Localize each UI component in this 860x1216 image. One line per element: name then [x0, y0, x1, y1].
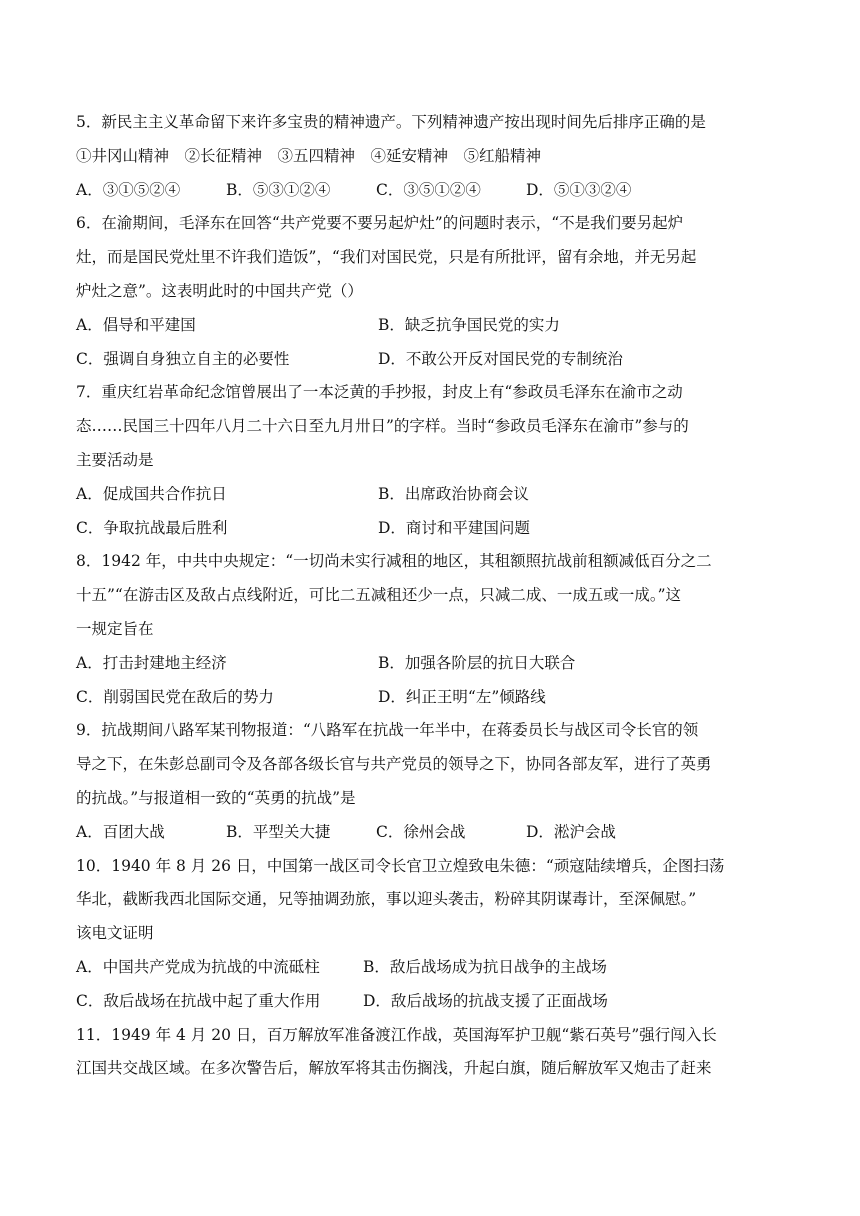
option-b: B．⑤③①②④ — [226, 180, 331, 199]
question-text: 灶，而是国民党灶里不许我们造饭”，“我们对国民党，只是有所批评，留有余地，并无另起 — [76, 248, 697, 267]
option-a: A．中国共产党成为抗战的中流砥柱 — [76, 957, 320, 976]
exam-page — [76, 106, 786, 1086]
option-b: B．敌后战场成为抗日战争的主战场 — [363, 957, 607, 976]
question-text: 8．1942 年，中共中央规定：“一切尚未实行减租的地区，其租额照抗战前租额减低百分之二 — [76, 552, 712, 571]
option-a: A．百团大战 — [76, 822, 165, 841]
option-a: A．倡导和平建国 — [76, 315, 196, 334]
question-text: 一规定旨在 — [76, 619, 154, 638]
options-row — [76, 951, 786, 985]
option-d: D．纠正王明“左”倾路线 — [378, 687, 546, 706]
option-d: D．淞沪会战 — [526, 822, 616, 841]
question-text: 6．在渝期间，毛泽东在回答“共产党要不要另起炉灶”的问题时表示，“不是我们要另起炉 — [76, 214, 684, 233]
options-row — [76, 647, 786, 681]
options-row — [76, 816, 786, 850]
options-row — [76, 512, 786, 546]
question-text: 11．1949 年 4 月 20 日，百万解放军准备渡江作战，英国海军护卫舰“紫石英号”强行闯入长 — [76, 1025, 717, 1044]
question-text: 9．抗战期间八路军某刊物报道：“八路军在抗战一年半中，在蒋委员长与战区司令长官的领 — [76, 721, 699, 740]
question-text: ①井冈山精神 ②长征精神 ③五四精神 ④延安精神 ⑤红船精神 — [76, 146, 542, 165]
question-text: 十五”“在游击区及敌占点线附近，可比二五减租还少一点，只减二成、一成五或一成。”这 — [76, 586, 682, 605]
option-a: A．打击封建地主经济 — [76, 653, 227, 672]
question-text: 华北，截断我西北国际交通，兄等抽调劲旅，事以迎头袭击，粉碎其阴谋毒计，至深佩慰。” — [76, 890, 697, 909]
options-row — [76, 478, 786, 512]
question-text: 导之下，在朱彭总副司令及各部各级长官与共产党员的领导之下，协同各部友军，进行了英勇 — [76, 755, 712, 774]
question-text: 该电文证明 — [76, 924, 154, 943]
option-d: D．商讨和平建国问题 — [378, 518, 530, 537]
question-text: 江国共交战区域。在多次警告后，解放军将其击伤搁浅，升起白旗，随后解放军又炮击了赶来 — [76, 1059, 712, 1078]
question-10 — [76, 850, 786, 1019]
option-b: B．缺乏抗争国民党的实力 — [378, 315, 560, 334]
option-b: B．出席政治协商会议 — [378, 484, 529, 503]
question-6 — [76, 207, 786, 376]
question-5 — [76, 106, 786, 207]
options-row — [76, 309, 786, 343]
options-row — [76, 174, 786, 208]
options-row — [76, 343, 786, 377]
option-c: C．敌后战场在抗战中起了重大作用 — [76, 991, 321, 1010]
question-11 — [76, 1019, 786, 1087]
question-text: 主要活动是 — [76, 450, 154, 469]
option-a: A．③①⑤②④ — [76, 180, 181, 199]
question-text: 态……民国三十四年八月二十六日至九月卅日”的字样。当时“参政员毛泽东在渝市”参与的 — [76, 417, 689, 436]
option-b: B．加强各阶层的抗日大联合 — [378, 653, 576, 672]
question-8 — [76, 545, 786, 714]
option-c: C．削弱国民党在敌后的势力 — [76, 687, 274, 706]
options-row — [76, 985, 786, 1019]
options-row — [76, 681, 786, 715]
option-b: B．平型关大捷 — [226, 822, 331, 841]
question-text: 7．重庆红岩革命纪念馆曾展出了一本泛黄的手抄报，封皮上有“参政员毛泽东在渝市之动 — [76, 383, 683, 402]
question-text: 炉灶之意”。这表明此时的中国共产党（） — [76, 281, 363, 300]
question-text: 5．新民主主义革命留下来许多宝贵的精神遗产。下列精神遗产按出现时间先后排序正确的是 — [76, 113, 706, 131]
question-9 — [76, 714, 786, 849]
option-d: D．⑤①③②④ — [526, 180, 632, 199]
option-d: D．敌后战场的抗战支援了正面战场 — [363, 991, 608, 1010]
option-c: C．争取抗战最后胜利 — [76, 518, 228, 537]
option-c: C．③⑤①②④ — [376, 180, 481, 199]
option-c: C．强调自身独立自主的必要性 — [76, 349, 290, 368]
question-7 — [76, 376, 786, 545]
option-c: C．徐州会战 — [376, 822, 466, 841]
option-d: D．不敢公开反对国民党的专制统治 — [378, 349, 623, 368]
question-text: 的抗战。”与报道相一致的“英勇的抗战”是 — [76, 788, 356, 807]
question-text: 10．1940 年 8 月 26 日，中国第一战区司令长官卫立煌致电朱德：“顽寇陆续增兵，企图扫荡 — [76, 856, 725, 875]
option-a: A．促成国共合作抗日 — [76, 484, 227, 503]
